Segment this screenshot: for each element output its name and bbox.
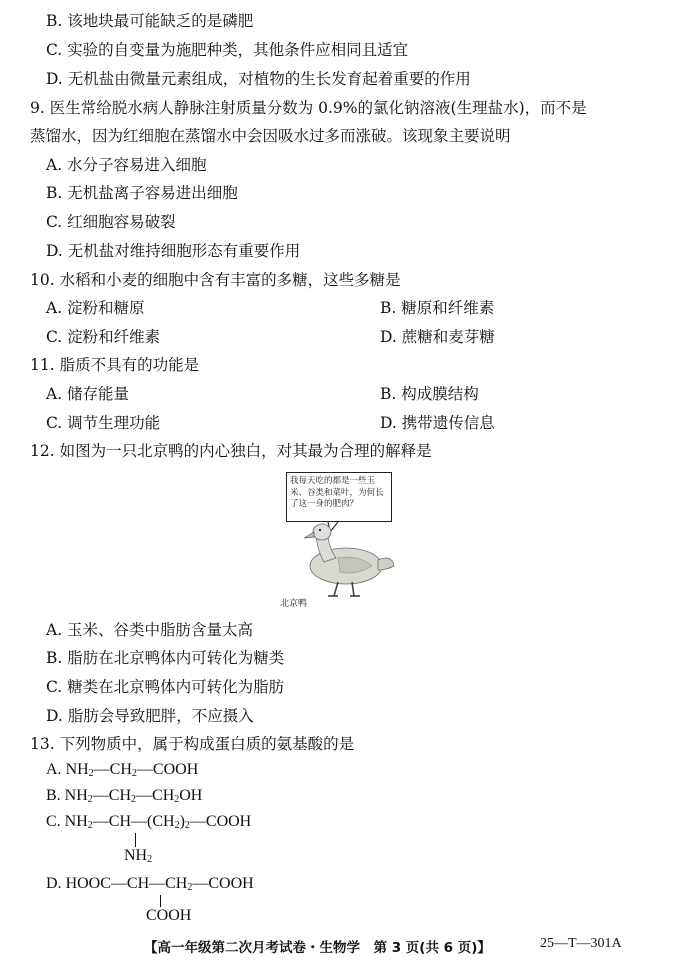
q9-stem-line2: 蒸馏水，因为红细胞在蒸馏水中会因吸水过多而涨破。该现象主要说明 bbox=[30, 127, 511, 145]
q11-stem: 11. 脂质不具有的功能是 bbox=[30, 356, 200, 374]
speech-bubble-text: 我每天吃的都是一些玉米、谷类和菜叶，为何长了这一身的肥肉？ bbox=[290, 476, 384, 509]
q13-option-c-branch: $NH_2$ bbox=[124, 847, 153, 865]
q9-option-b: B. 无机盐离子容易进出细胞 bbox=[46, 184, 238, 202]
q11-option-b: B. 构成膜结构 bbox=[380, 385, 479, 403]
q10-option-a: A. 淀粉和糖原 bbox=[46, 299, 145, 317]
q13-stem: 13. 下列物质中，属于构成蛋白质的氨基酸的是 bbox=[30, 735, 355, 753]
q13-option-c: C. $NH_2—CH—(CH_2)_2—COOH$ bbox=[46, 813, 252, 831]
q11-option-c: C. 调节生理功能 bbox=[46, 414, 161, 432]
q12-option-b: B. 脂肪在北京鸭体内可转化为糖类 bbox=[46, 649, 285, 667]
page-footer-code: 25—T—301A bbox=[540, 936, 622, 951]
q13-c-bond bbox=[135, 833, 136, 847]
q12-stem: 12. 如图为一只北京鸭的内心独白，对其最为合理的解释是 bbox=[30, 442, 432, 460]
q13-option-d-branch: COOH bbox=[146, 907, 192, 924]
q13-option-b: B. $NH_2—CH_2—CH_2OH$ bbox=[46, 787, 203, 805]
q12-option-a: A. 玉米、谷类中脂肪含量太高 bbox=[46, 621, 254, 639]
q10-stem: 10. 水稻和小麦的细胞中含有丰富的多糖，这些多糖是 bbox=[30, 271, 401, 289]
page-footer-info: 【高一年级第二次月考试卷・生物学 第 3 页(共 6 页)】 bbox=[144, 940, 491, 956]
q13-option-a: A. $NH_2—CH_2—COOH$ bbox=[46, 761, 199, 779]
q8-option-c: C. 实验的自变量为施肥种类，其他条件应相同且适宜 bbox=[46, 41, 409, 59]
q10-option-b: B. 糖原和纤维素 bbox=[380, 299, 495, 317]
q9-stem-line1: 9. 医生常给脱水病人静脉注射质量分数为 0.9%的氯化钠溶液(生理盐水)，而不是 bbox=[30, 99, 587, 117]
q9-option-c: C. 红细胞容易破裂 bbox=[46, 213, 176, 231]
figure-caption: 北京鸭 bbox=[280, 599, 308, 609]
peking-duck-figure bbox=[280, 470, 400, 610]
q10-option-c: C. 淀粉和纤维素 bbox=[46, 328, 161, 346]
q8-option-d: D. 无机盐由微量元素组成，对植物的生长发育起着重要的作用 bbox=[46, 70, 471, 88]
q11-option-a: A. 储存能量 bbox=[46, 385, 130, 403]
q11-option-d: D. 携带遗传信息 bbox=[380, 414, 495, 432]
q9-option-a: A. 水分子容易进入细胞 bbox=[46, 156, 207, 174]
duck-illustration bbox=[280, 470, 400, 600]
q9-option-d: D. 无机盐对维持细胞形态有重要作用 bbox=[46, 242, 301, 260]
q13-option-d: D. $HOOC—CH—CH_2—COOH$ bbox=[46, 875, 254, 893]
q10-option-d: D. 蔗糖和麦芽糖 bbox=[380, 328, 495, 346]
q12-option-d: D. 脂肪会导致肥胖，不应摄入 bbox=[46, 707, 254, 725]
q12-option-c: C. 糖类在北京鸭体内可转化为脂肪 bbox=[46, 678, 285, 696]
q8-option-b: B. 该地块最可能缺乏的是磷肥 bbox=[46, 12, 254, 30]
